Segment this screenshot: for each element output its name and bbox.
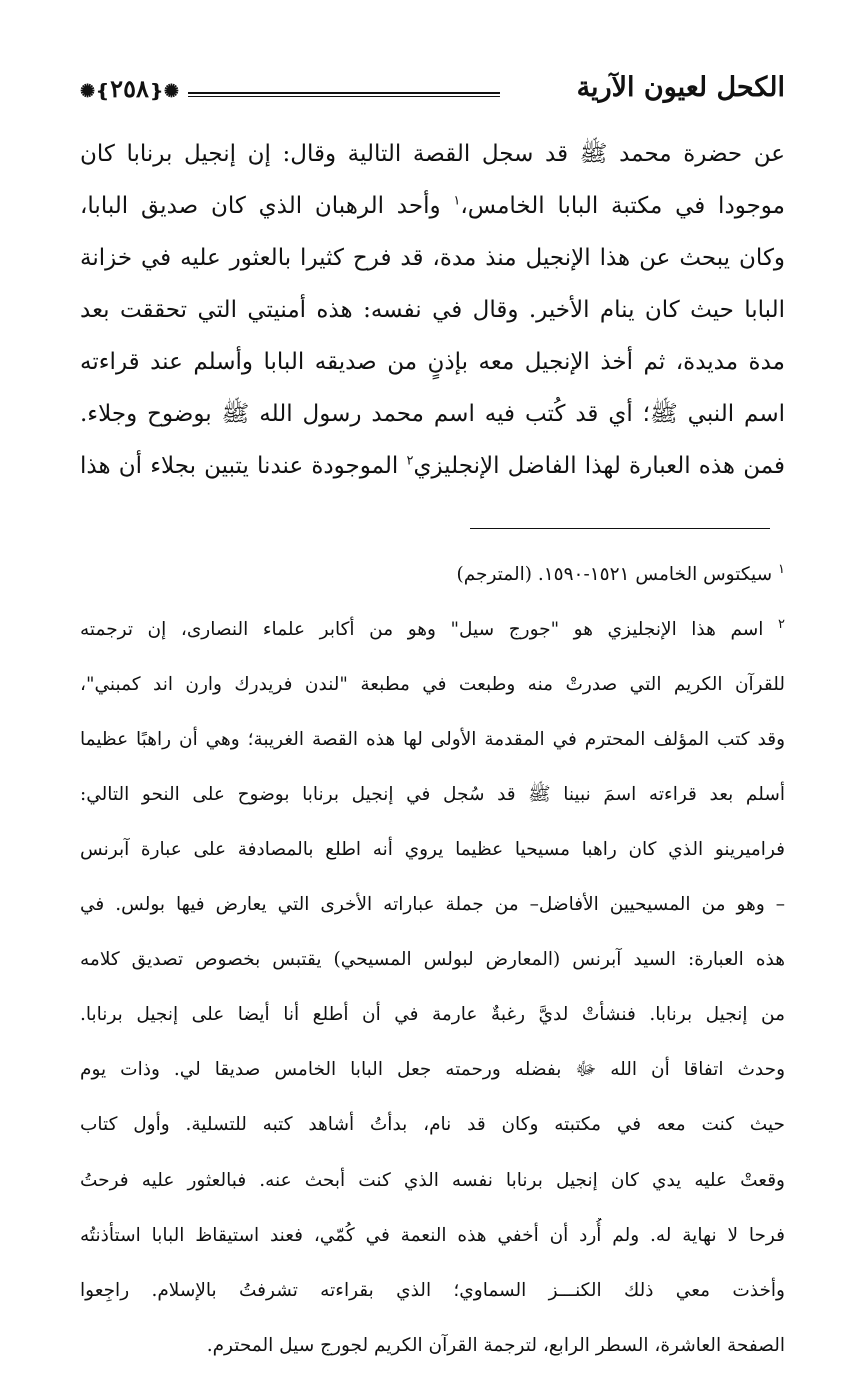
ornament-right-icon: ❵✺: [148, 81, 180, 102]
footnote-1: $^١$ سيكتوس الخامس ١٥٢١-١٥٩٠. (المترجم): [456, 561, 785, 585]
text-line: موجودا في مكتبة البابا الخامس،$^١$ وأحد الرهبان الذي كان صديق البابا،: [80, 193, 785, 219]
text-line: البابا حيث كان ينام الأخير. وقال في نفسه: هذه أمنيتي التي تحققت بعد: [80, 297, 785, 323]
header-rule: [188, 92, 500, 97]
footnote-line: الصفحة العاشرة، السطر الرابع، لترجمة القرآن الكريم لجورج سيل المحترم.: [206, 1334, 785, 1356]
footnote-line: فراميرينو الذي كان راهبا مسيحيا عظيما يروي أنه اطلع بالمصادفة على عبارة آبرنس: [80, 838, 785, 860]
ornament-left-icon: ✺❴: [80, 81, 111, 102]
footnote-line: وقعتْ عليه يدي كان إنجيل برنابا نفسه الذي كنت أبحث عنه. فبالعثور عليه فرحتُ: [80, 1169, 785, 1191]
footnote-line: وحدث اتفاقا أن الله ﷻ بفضله ورحمته جعل البابا الخامس صديقا لي. وذات يوم: [80, 1059, 785, 1081]
footnote-2: $^٢$ اسم هذا الإنجليزي هو "جورج سيل" وهو من أكابر علماء النصارى، إن ترجمته: [80, 616, 785, 640]
book-title: الكحل لعيون الآرية: [576, 72, 785, 103]
footnote-line: وأخذت معي ذلك الكنـــز السماوي؛ الذي بقراءته تشرفتُ بالإسلام. راجِعوا: [80, 1279, 785, 1301]
page-number: [80, 74, 179, 103]
footnote-line: أسلم بعد قراءته اسمَ نبينا ﷺ قد سُجل في إنجيل برنابا بوضوح على النحو التالي:: [80, 783, 785, 805]
text-line: اسم النبي ﷺ؛ أي قد كُتب فيه اسم محمد رسول الله ﷺ بوضوح وجلاء.: [80, 401, 785, 427]
text-line: فمن هذه العبارة لهذا الفاضل الإنجليزي$^٢$ الموجودة عندنا يتبين بجلاء أن هذا: [80, 453, 785, 479]
footnote-ref: ١: [453, 193, 461, 209]
footnote-line: فرحا لا نهاية له. ولم أُرد أن أخفي هذه النعمة في كُمّي، فعند استيقاظ البابا استأذنتُه: [80, 1224, 785, 1246]
footnote-line: حيث كنت معه في مكتبته وكان قد نام، بدأتُ أشاهد كتبه للتسلية. وأول كتاب: [80, 1114, 785, 1136]
page-header: [80, 70, 785, 114]
footnote-line: هذه العبارة: السيد آبرنس (المعارض لبولس المسيحي) يقتبس بخصوص تصديق كلامه: [80, 949, 785, 971]
footnote-ref: ٢: [406, 453, 414, 469]
footnote-line: للقرآن الكريم التي صدرتْ منه وطبعت في مطبعة "لندن فريدرك وارن اند كمبني"،: [80, 673, 785, 695]
footnote-line: – وهو من المسيحيين الأفاضل– من جملة عباراته الأخرى التي يعارض فيها بولس. في: [80, 894, 785, 916]
text-line: وكان يبحث عن هذا الإنجيل منذ مدة، قد فرح كثيرا بالعثور عليه في خزانة: [80, 245, 785, 271]
main-text: [80, 128, 785, 492]
footnote-line: من إنجيل برنابا. فنشأتْ لديَّ رغبةٌ عارمة في أن أطلع أنا أيضا على إنجيل برنابا.: [80, 1004, 785, 1026]
page-number-value: ٢٥٨: [110, 74, 149, 103]
text-line: مدة مديدة، ثم أخذ الإنجيل معه بإذنٍ من صديقه البابا وأسلم عند قراءته: [80, 349, 785, 375]
footnote-separator: [470, 528, 770, 529]
footnotes: [80, 538, 785, 1383]
text-line: عن حضرة محمد ﷺ قد سجل القصة التالية وقال: إن إنجيل برنابا كان: [80, 141, 785, 167]
footnote-line: وقد كتب المؤلف المحترم في المقدمة الأولى لها هذه القصة الغريبة؛ وهي أن راهبًا عظيما: [80, 728, 785, 750]
